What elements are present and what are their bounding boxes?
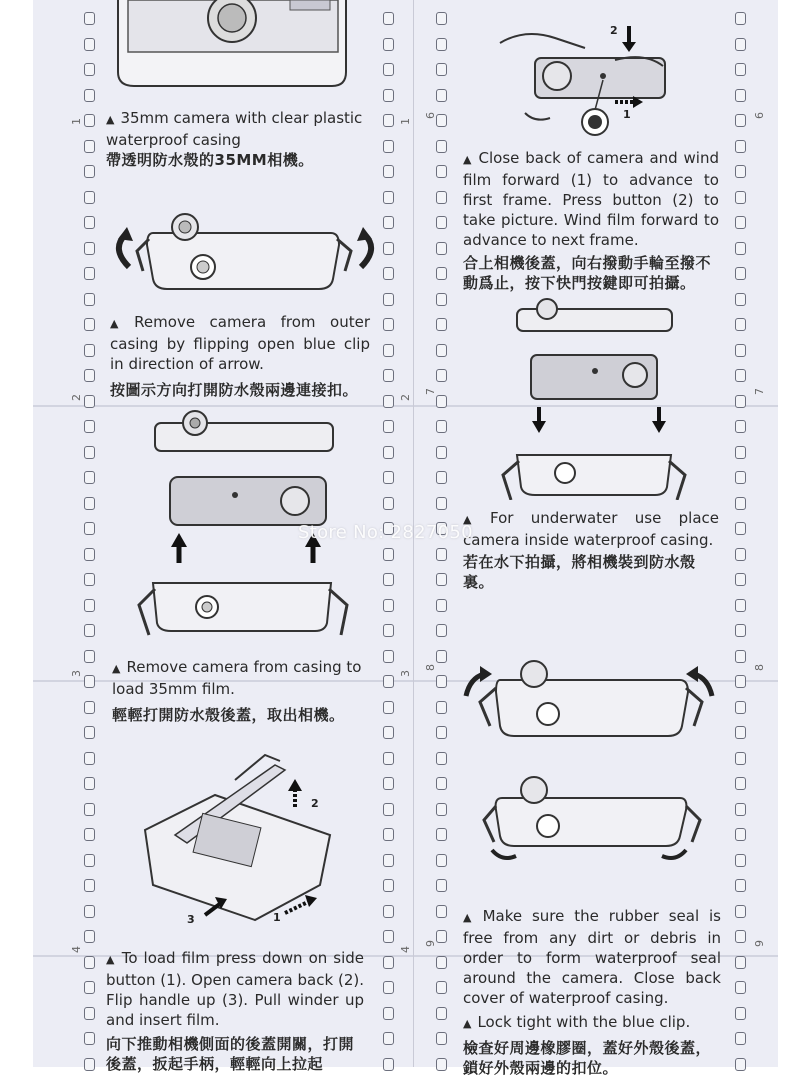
sprocket-hole: [84, 318, 95, 331]
step7-en-text: For underwater use place camera inside waterproof casing.: [463, 509, 719, 549]
edge-mark: 7: [753, 388, 766, 395]
edge-mark: 9: [424, 940, 437, 947]
sprocket-hole: [84, 89, 95, 102]
step7-zh-text: 若在水下拍攝，將相機裝到防水殼裏。: [463, 553, 696, 591]
sprocket-hole: [84, 675, 95, 688]
sprocket-hole: [436, 165, 447, 178]
sprocket-hole: [436, 1058, 447, 1071]
sprocket-hole: [735, 930, 746, 943]
sprocket-hole: [383, 395, 394, 408]
sprocket-hole: [84, 573, 95, 586]
sprocket-hole: [436, 828, 447, 841]
sprocket-hole: [735, 497, 746, 510]
bullet-triangle-icon: ▲: [112, 662, 121, 675]
sprocket-hole: [383, 956, 394, 969]
sprocket-hole: [383, 38, 394, 51]
sprocket-hole: [436, 1007, 447, 1020]
sprocket-hole: [84, 344, 95, 357]
camera-in-casing-figure: [110, 0, 360, 92]
sprocket-hole: [84, 216, 95, 229]
edge-mark: 8: [753, 664, 766, 671]
sprocket-hole: [735, 701, 746, 714]
sprocket-hole: [84, 548, 95, 561]
bullet-triangle-icon: ▲: [463, 513, 485, 526]
step9-caption: [463, 906, 721, 1078]
sprocket-hole: [383, 1058, 394, 1071]
sprocket-hole: [84, 1058, 95, 1071]
edge-mark: 8: [424, 664, 437, 671]
sprocket-hole: [383, 930, 394, 943]
sprocket-hole: [383, 599, 394, 612]
sprocket-hole: [436, 114, 447, 127]
sprocket-hole: [436, 726, 447, 739]
sprocket-hole: [383, 140, 394, 153]
sprocket-hole: [436, 344, 447, 357]
wind-and-shoot-figure: [495, 18, 685, 143]
sprocket-hole: [383, 12, 394, 25]
step6-en-text: Close back of camera and wind film forward (1) to advance to first frame. Press button (2) to take picture. Wind film forward to advance to next frame.: [463, 149, 719, 249]
sprocket-hole: [735, 242, 746, 255]
edge-mark: 4: [399, 946, 412, 953]
sprocket-hole: [436, 956, 447, 969]
sprocket-hole: [735, 191, 746, 204]
step4-en-text: To load film press down on side button (1). Open camera back (2). Flip handle up (3). Pull winder up and insert film.: [106, 949, 364, 1029]
sprocket-hole: [436, 777, 447, 790]
sprocket-hole: [383, 752, 394, 765]
step9b-zh-text: 檢查好周邊橡膠圈，蓋好外殼後蓋，鎖好外殼兩邊的扣位。: [463, 1039, 712, 1077]
sprocket-hole: [84, 191, 95, 204]
place-in-casing-figure: [495, 295, 695, 500]
edge-mark: 7: [424, 388, 437, 395]
step1-caption: [106, 108, 376, 170]
bullet-triangle-icon: ▲: [463, 911, 477, 924]
step7-caption: [463, 508, 719, 592]
sprocket-hole: [436, 293, 447, 306]
sprocket-hole: [436, 752, 447, 765]
sprocket-hole: [84, 140, 95, 153]
sprocket-hole: [383, 191, 394, 204]
sprocket-hole: [84, 293, 95, 306]
sprocket-hole: [84, 726, 95, 739]
sprocket-hole: [436, 89, 447, 102]
sprocket-hole: [735, 267, 746, 280]
sprocket-hole: [84, 803, 95, 816]
sprocket-hole: [383, 471, 394, 484]
sprocket-hole: [84, 701, 95, 714]
step2-en-text: Remove camera from outer casing by flipping open blue clip in direction of arrow.: [110, 313, 370, 373]
sprocket-hole: [735, 140, 746, 153]
sprocket-hole: [735, 803, 746, 816]
figure-label-wind: 1: [623, 108, 631, 121]
sprocket-hole: [436, 395, 447, 408]
sprocket-hole: [735, 318, 746, 331]
step4-zh-text: 向下推動相機側面的後蓋開關，打開後蓋，扳起手柄，輕輕向上拉起: [106, 1035, 355, 1073]
sprocket-hole: [84, 114, 95, 127]
edge-mark: 4: [70, 946, 83, 953]
step4-caption: [106, 948, 364, 1074]
sprocket-hole: [383, 318, 394, 331]
sprocket-hole: [735, 471, 746, 484]
sprocket-hole: [735, 573, 746, 586]
sprocket-hole: [436, 216, 447, 229]
sprocket-hole: [436, 446, 447, 459]
sprocket-hole: [84, 267, 95, 280]
sprocket-hole: [84, 1032, 95, 1045]
sprocket-hole: [436, 471, 447, 484]
sprocket-hole: [84, 471, 95, 484]
sprocket-hole: [383, 701, 394, 714]
step1-zh-text: 帶透明防水殼的35MM相機。: [106, 151, 314, 169]
sprocket-hole: [735, 1007, 746, 1020]
step9b-en-text: Lock tight with the blue clip.: [477, 1013, 691, 1031]
sprocket-hole: [383, 879, 394, 892]
sprocket-hole: [735, 624, 746, 637]
step2-caption: [110, 312, 370, 400]
sprocket-hole: [436, 675, 447, 688]
sprocket-hole: [84, 242, 95, 255]
sprocket-hole: [735, 446, 746, 459]
sprocket-hole: [383, 165, 394, 178]
figure-label-open-back: 2: [311, 797, 319, 810]
sprocket-hole: [383, 777, 394, 790]
sprocket-hole: [735, 726, 746, 739]
step6-zh-text: 合上相機後蓋，向右撥動手輪至撥不動爲止，按下快門按鍵即可拍攝。: [463, 254, 712, 292]
figure-label-handle: 3: [187, 913, 195, 926]
sprocket-hole: [84, 63, 95, 76]
sprocket-hole: [436, 650, 447, 663]
sprocket-hole: [436, 854, 447, 867]
sprocket-hole: [84, 38, 95, 51]
bullet-triangle-icon: ▲: [463, 1017, 472, 1030]
sprocket-hole: [383, 803, 394, 816]
sprocket-hole: [383, 1007, 394, 1020]
sprocket-hole: [735, 293, 746, 306]
sprocket-hole: [436, 981, 447, 994]
close-clips-figure: [450, 650, 730, 875]
flip-clips-figure: [105, 205, 385, 300]
step3-caption: [112, 657, 377, 725]
edge-mark: 3: [399, 670, 412, 677]
bullet-triangle-icon: ▲: [106, 113, 115, 126]
sprocket-hole: [383, 89, 394, 102]
sprocket-hole: [84, 905, 95, 918]
edge-mark: 2: [399, 394, 412, 401]
sprocket-hole: [383, 981, 394, 994]
sprocket-hole: [436, 420, 447, 433]
sprocket-hole: [84, 650, 95, 663]
sprocket-hole: [383, 624, 394, 637]
sprocket-hole: [436, 930, 447, 943]
sprocket-hole: [735, 1032, 746, 1045]
sprocket-hole: [383, 548, 394, 561]
sprocket-hole: [735, 369, 746, 382]
sprocket-hole: [735, 165, 746, 178]
sprocket-hole: [84, 395, 95, 408]
sprocket-hole: [735, 395, 746, 408]
sprocket-hole: [735, 548, 746, 561]
sprocket-hole: [735, 777, 746, 790]
sprocket-hole: [735, 599, 746, 612]
edge-mark: 6: [424, 112, 437, 119]
sprocket-hole: [383, 573, 394, 586]
sprocket-hole: [436, 548, 447, 561]
sprocket-hole: [84, 165, 95, 178]
sprocket-hole: [735, 879, 746, 892]
sprocket-hole: [436, 191, 447, 204]
sprocket-hole: [84, 1007, 95, 1020]
sprocket-hole: [383, 63, 394, 76]
sprocket-hole: [383, 369, 394, 382]
sprocket-hole: [735, 522, 746, 535]
sprocket-hole: [84, 599, 95, 612]
sprocket-hole: [383, 726, 394, 739]
bullet-triangle-icon: ▲: [463, 153, 473, 166]
sprocket-hole: [383, 114, 394, 127]
edge-mark: 2: [70, 394, 83, 401]
sprocket-hole: [735, 905, 746, 918]
step2-zh-text: 按圖示方向打開防水殼兩邊連接扣。: [110, 381, 359, 399]
load-film-figure: [135, 735, 350, 935]
sprocket-hole: [383, 828, 394, 841]
sprocket-hole: [84, 777, 95, 790]
sprocket-hole: [84, 12, 95, 25]
sprocket-hole: [436, 599, 447, 612]
sprocket-strip-left: [84, 0, 98, 1067]
sprocket-hole: [383, 420, 394, 433]
figure-label-side-button: 1: [273, 911, 281, 924]
sprocket-hole: [383, 497, 394, 510]
bullet-triangle-icon: ▲: [110, 317, 129, 330]
sprocket-hole: [84, 879, 95, 892]
sprocket-hole: [735, 12, 746, 25]
sprocket-hole: [436, 701, 447, 714]
sprocket-hole: [383, 854, 394, 867]
step3-en-text: Remove camera from casing to load 35mm film.: [112, 658, 362, 698]
sprocket-hole: [383, 905, 394, 918]
sprocket-hole: [383, 344, 394, 357]
sprocket-hole: [735, 650, 746, 663]
edge-mark: 1: [70, 118, 83, 125]
sprocket-hole: [735, 89, 746, 102]
step3-zh-text: 輕輕打開防水殼後蓋，取出相機。: [112, 706, 345, 724]
sprocket-hole: [436, 1032, 447, 1045]
sprocket-hole: [84, 497, 95, 510]
edge-mark: 3: [70, 670, 83, 677]
sprocket-hole: [84, 854, 95, 867]
sprocket-hole: [735, 675, 746, 688]
sprocket-hole: [383, 675, 394, 688]
step1-en-text: 35mm camera with clear plastic waterproof casing: [106, 109, 363, 149]
edge-mark: 6: [753, 112, 766, 119]
sprocket-hole: [436, 38, 447, 51]
sprocket-hole: [436, 905, 447, 918]
sprocket-hole: [436, 879, 447, 892]
bullet-triangle-icon: ▲: [106, 953, 116, 966]
sprocket-hole: [735, 38, 746, 51]
sprocket-hole: [735, 854, 746, 867]
edge-mark: 1: [399, 118, 412, 125]
sprocket-hole: [735, 344, 746, 357]
step9a-en-text: Make sure the rubber seal is free from any dirt or debris in order to form waterproof seal around the camera. Close back cover of waterproof casing.: [463, 907, 721, 1007]
sprocket-hole: [436, 497, 447, 510]
sprocket-hole: [735, 420, 746, 433]
sprocket-hole: [735, 752, 746, 765]
sprocket-hole: [84, 981, 95, 994]
sprocket-hole: [735, 216, 746, 229]
sprocket-hole: [436, 624, 447, 637]
sprocket-hole: [735, 1058, 746, 1071]
sprocket-hole: [84, 752, 95, 765]
sprocket-hole: [84, 522, 95, 535]
sprocket-hole: [436, 803, 447, 816]
sprocket-hole: [436, 12, 447, 25]
sprocket-hole: [436, 242, 447, 255]
sprocket-hole: [84, 930, 95, 943]
step6-caption: [463, 148, 719, 293]
sprocket-hole: [84, 446, 95, 459]
sprocket-hole: [436, 267, 447, 280]
sprocket-strip-right: [735, 0, 749, 1067]
sprocket-hole: [383, 650, 394, 663]
sprocket-hole: [436, 318, 447, 331]
store-watermark: Store No: 2827050: [298, 522, 473, 543]
sprocket-hole: [84, 956, 95, 969]
figure-label-shutter: 2: [610, 24, 618, 37]
sprocket-hole: [84, 624, 95, 637]
sprocket-hole: [436, 140, 447, 153]
sprocket-hole: [436, 369, 447, 382]
sprocket-hole: [735, 828, 746, 841]
edge-mark: 9: [753, 940, 766, 947]
sprocket-hole: [735, 63, 746, 76]
sprocket-hole: [84, 369, 95, 382]
sprocket-hole: [436, 63, 447, 76]
sprocket-hole: [735, 114, 746, 127]
sprocket-hole: [84, 828, 95, 841]
sprocket-hole: [735, 981, 746, 994]
sprocket-hole: [383, 1032, 394, 1045]
sprocket-hole: [436, 573, 447, 586]
sprocket-hole: [383, 446, 394, 459]
sprocket-hole: [735, 956, 746, 969]
sprocket-hole: [84, 420, 95, 433]
